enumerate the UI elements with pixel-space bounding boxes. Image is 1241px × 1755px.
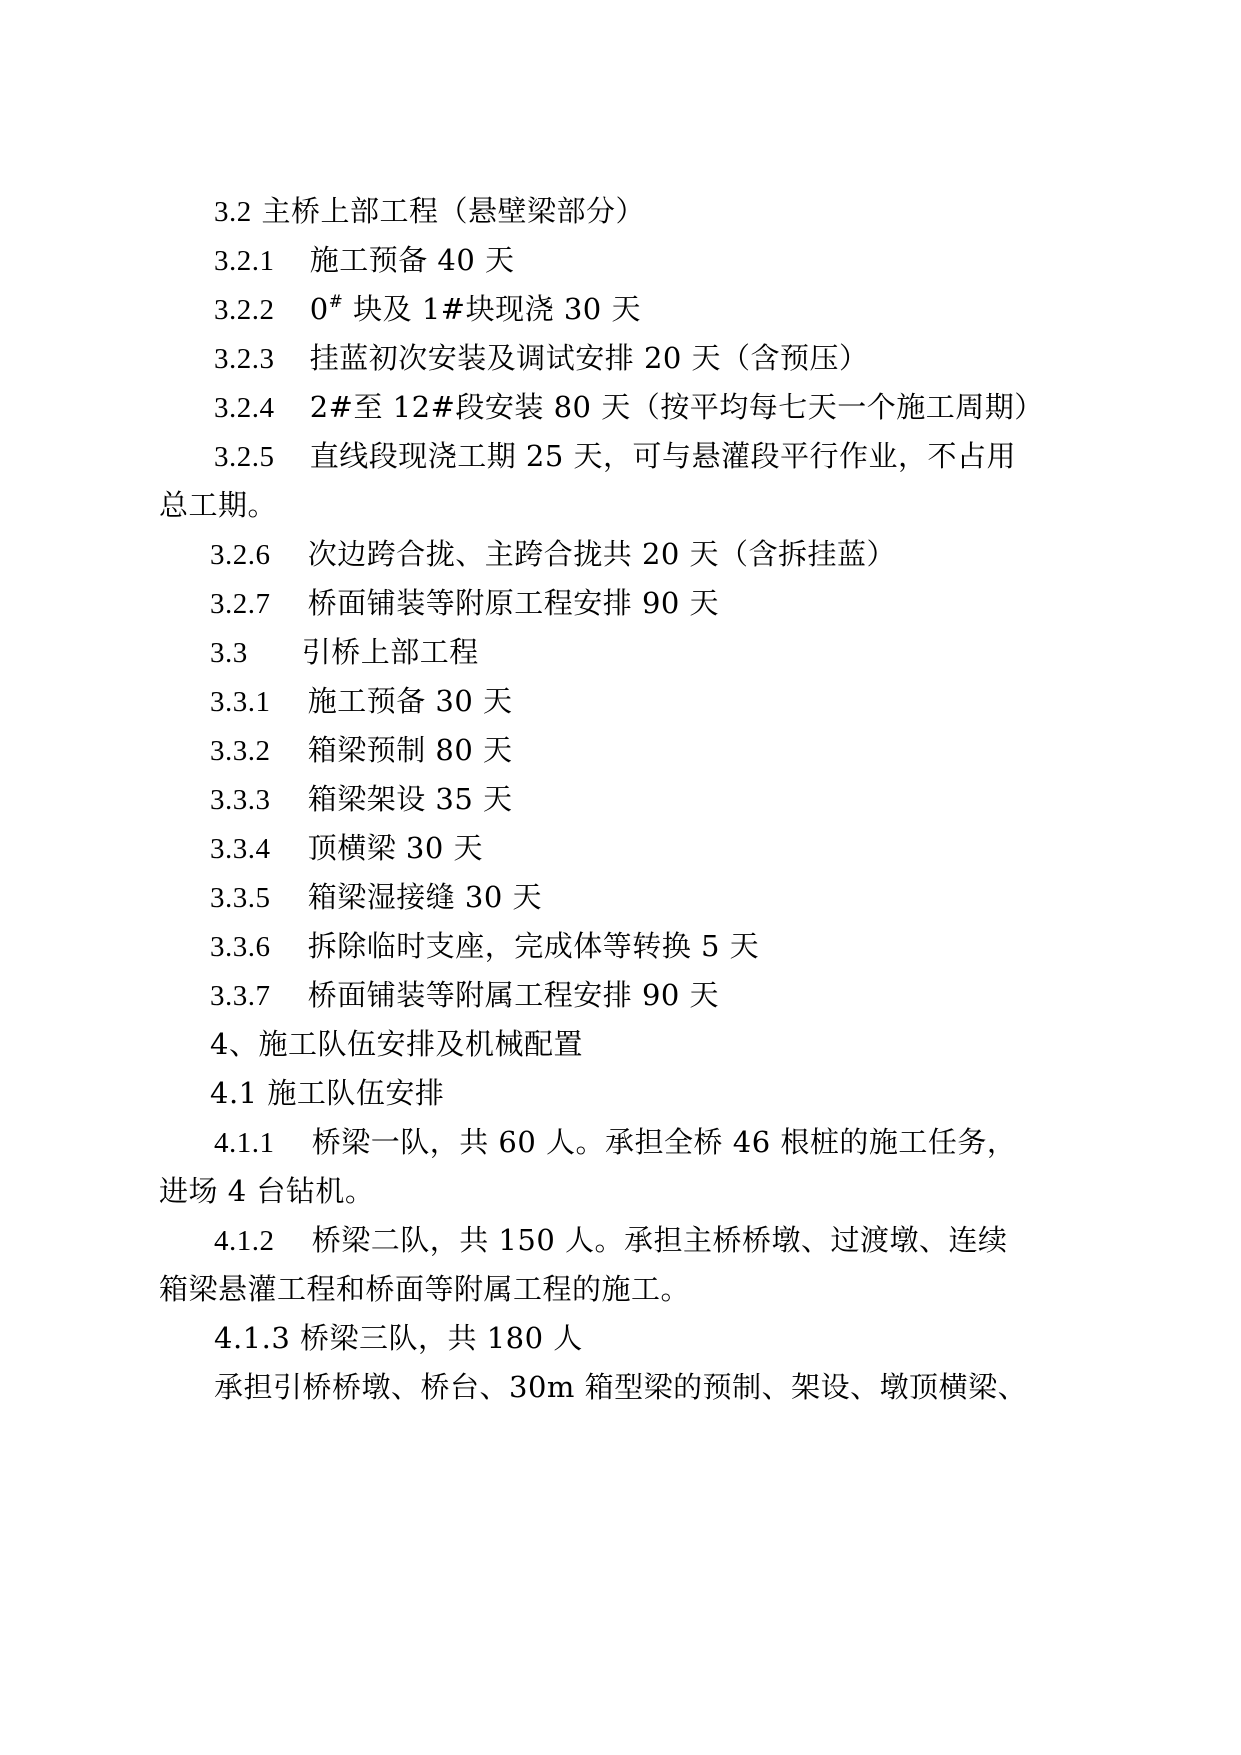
superscript-mark: # <box>328 292 344 312</box>
item-text: 进场 4 台钻机。 <box>159 1174 375 1208</box>
item-number: 3.3.4 <box>210 833 271 865</box>
item-text: 次边跨合拢、主跨合拢共 20 天（含拆挂蓝） <box>307 537 897 571</box>
item-text: 4.1.3 桥梁三队，共 180 人 <box>214 1321 583 1355</box>
item-number: 3.3.1 <box>210 686 271 718</box>
chapter-heading-4 <box>0 1025 1241 1063</box>
item-text: 顶横梁 30 天 <box>307 831 484 865</box>
section-heading-3-3 <box>0 633 1241 672</box>
list-item <box>0 290 1241 329</box>
item-text: 桥梁一队，共 60 人。承担全桥 46 根桩的施工任务， <box>311 1125 1017 1159</box>
item-number: 3.2.3 <box>214 343 275 375</box>
item-text: 施工预备 30 天 <box>307 684 513 718</box>
list-item <box>0 1123 1241 1162</box>
item-number: 3.3.2 <box>210 735 271 767</box>
item-text: 总工期。 <box>159 488 278 522</box>
section-title: 引桥上部工程 <box>301 635 479 669</box>
item-number: 3.3.3 <box>210 784 271 816</box>
list-item <box>0 1221 1241 1260</box>
list-item <box>0 339 1241 378</box>
item-number: 3.3.5 <box>210 882 271 914</box>
item-number: 3.2.6 <box>210 539 271 571</box>
item-number: 3.3.6 <box>210 931 271 963</box>
item-text: 直线段现浇工期 25 天，可与悬灌段平行作业，不占用 <box>309 439 1017 473</box>
item-text: 箱梁架设 35 天 <box>307 782 513 816</box>
list-item <box>0 535 1241 574</box>
item-number: 3.2.1 <box>214 245 275 277</box>
section-title: 4.1 施工队伍安排 <box>210 1076 445 1110</box>
paragraph-line <box>0 1368 1241 1406</box>
item-text: 承担引桥桥墩、桥台、30m 箱型梁的预制、架设、墩顶横梁、 <box>214 1370 1028 1404</box>
list-item <box>0 584 1241 623</box>
continuation-line <box>0 1172 1241 1210</box>
item-number: 3.2.5 <box>214 441 275 473</box>
section-title: 4、施工队伍安排及机械配置 <box>210 1027 583 1061</box>
item-text: 施工预备 40 天 <box>309 243 515 277</box>
list-item <box>0 976 1241 1015</box>
item-number: 3.3.7 <box>210 980 271 1012</box>
section-heading-4-1 <box>0 1074 1241 1112</box>
section-number: 3.3 <box>210 637 248 669</box>
item-number: 4.1.1 <box>214 1127 275 1159</box>
list-item <box>0 731 1241 770</box>
item-number: 3.2.7 <box>210 588 271 620</box>
list-item <box>0 829 1241 868</box>
item-number: 3.2.4 <box>214 392 275 424</box>
list-item <box>0 241 1241 280</box>
item-text: 桥面铺装等附原工程安排 90 天 <box>307 586 720 620</box>
list-item <box>0 878 1241 917</box>
section-number: 3.2 <box>214 196 252 228</box>
item-text: 桥梁二队，共 150 人。承担主桥桥墩、过渡墩、连续 <box>311 1223 1008 1257</box>
list-item <box>0 780 1241 819</box>
item-text: 块及 1#块现浇 30 天 <box>343 292 641 326</box>
item-number: 3.2.2 <box>214 294 275 326</box>
list-item <box>0 1319 1241 1357</box>
item-text: 拆除临时支座，完成体等转换 5 天 <box>307 929 760 963</box>
continuation-line <box>0 486 1241 524</box>
item-text: 箱梁预制 80 天 <box>307 733 513 767</box>
item-text: 桥面铺装等附属工程安排 90 天 <box>307 978 720 1012</box>
item-text-prefix: 0 <box>309 292 329 326</box>
item-text: 箱梁湿接缝 30 天 <box>307 880 543 914</box>
list-item <box>0 927 1241 966</box>
item-text: 挂蓝初次安装及调试安排 20 天（含预压） <box>309 341 869 375</box>
section-title: 主桥上部工程（悬壁梁部分） <box>261 194 645 228</box>
item-text: 箱梁悬灌工程和桥面等附属工程的施工。 <box>159 1272 691 1306</box>
list-item <box>0 388 1241 427</box>
list-item <box>0 682 1241 721</box>
continuation-line <box>0 1270 1241 1308</box>
section-heading-3-2 <box>0 192 1241 231</box>
item-number: 4.1.2 <box>214 1225 275 1257</box>
item-text: 2#至 12#段安装 80 天（按平均每七天一个施工周期） <box>309 390 1044 424</box>
list-item <box>0 437 1241 476</box>
